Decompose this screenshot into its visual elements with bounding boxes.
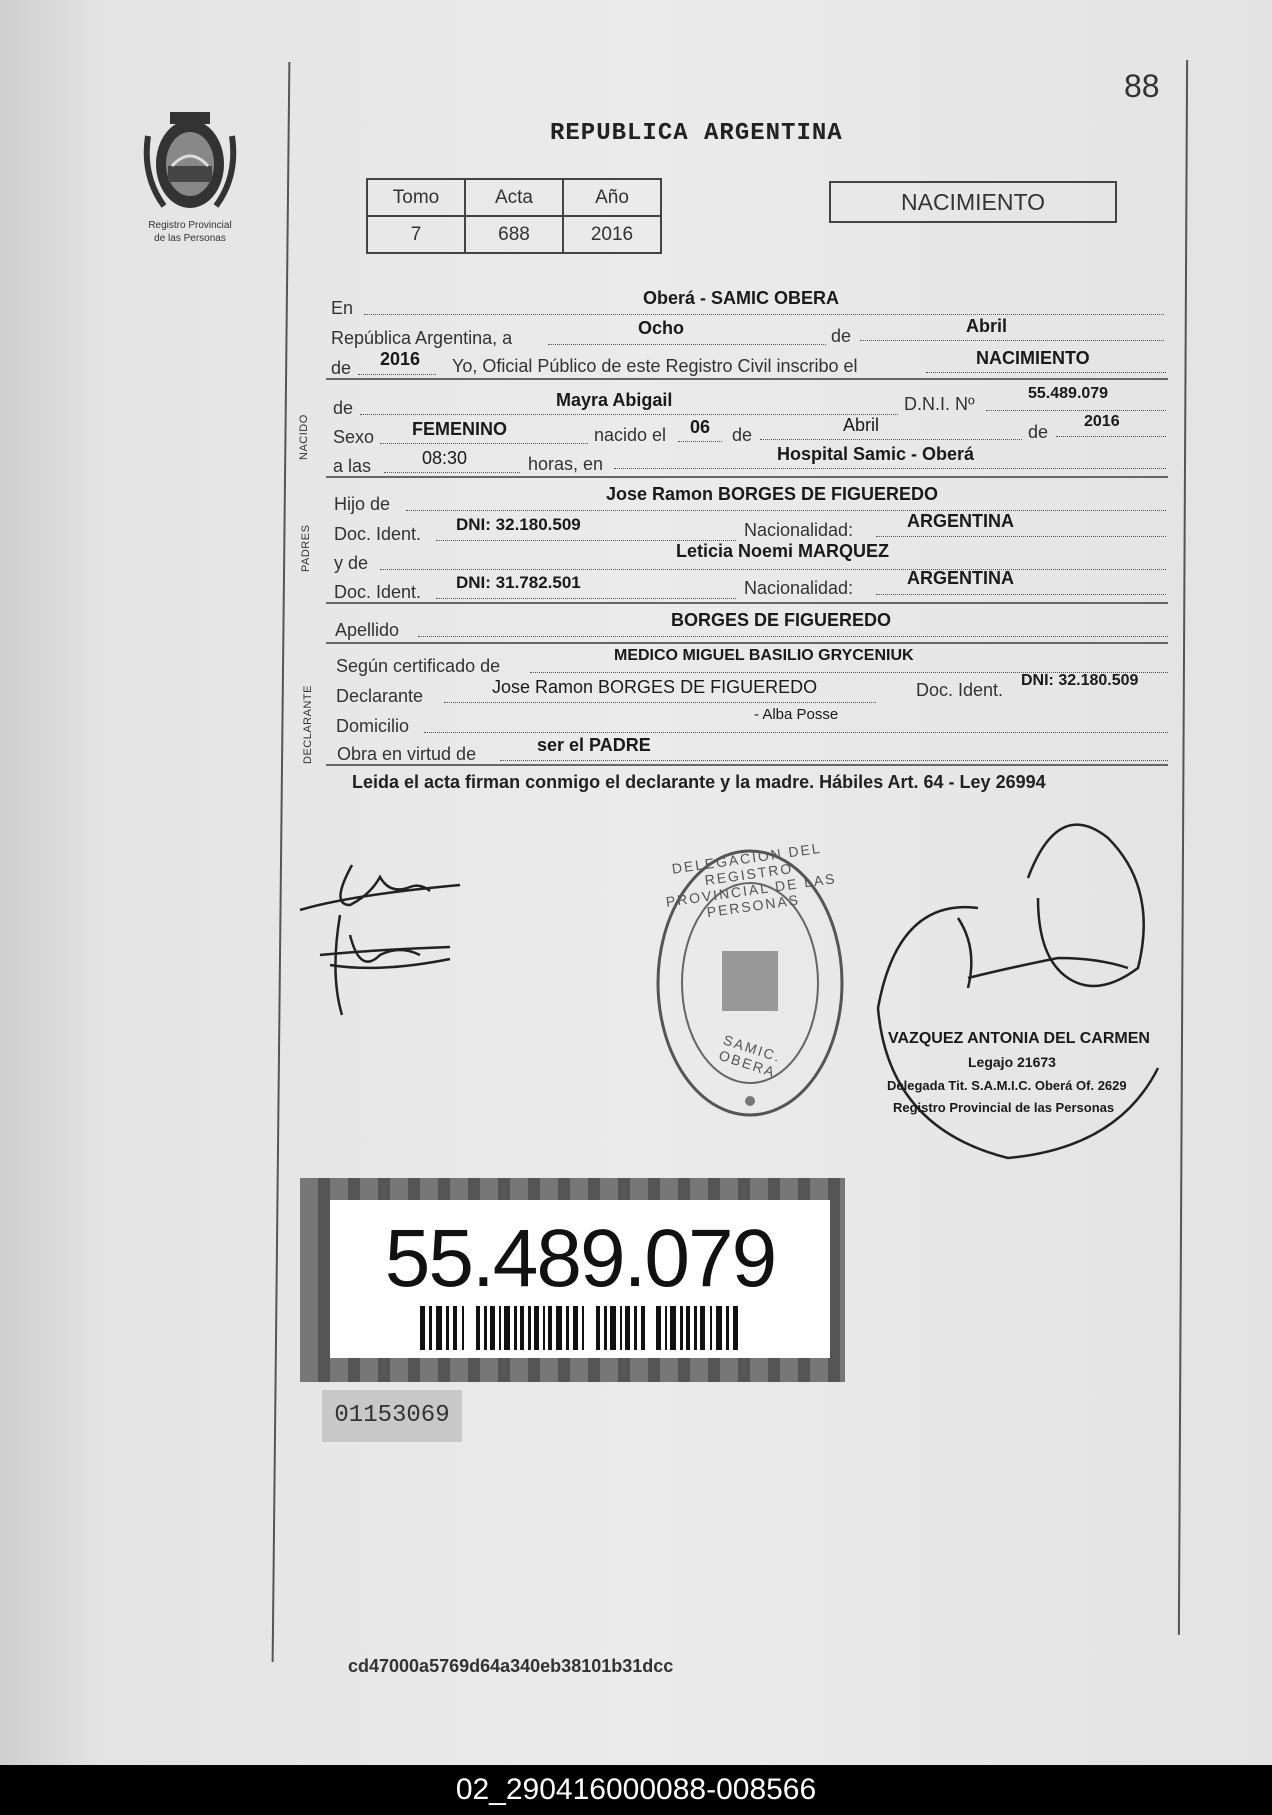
seal-ring-text: DELEGACION DEL REGISTRO PROVINCIAL DE LAS PERSONAS bbox=[664, 839, 838, 921]
coat-of-arms-icon bbox=[140, 106, 240, 218]
nacido-mes: Abril bbox=[843, 415, 880, 435]
dotted-line bbox=[418, 636, 1168, 637]
dotted-line bbox=[926, 372, 1166, 373]
de-label: de bbox=[831, 326, 852, 346]
official-registro: Registro Provincial de las Personas bbox=[893, 1100, 1115, 1115]
dotted-line bbox=[424, 732, 1168, 733]
yde-label: y de bbox=[334, 553, 369, 573]
left-margin-line bbox=[272, 62, 291, 1662]
footer-id: 02_290416000088-008566 bbox=[0, 1765, 1272, 1815]
declarante-label: Declarante bbox=[336, 686, 424, 706]
logo-caption-line1: Registro Provincial bbox=[148, 220, 232, 231]
dotted-line bbox=[876, 594, 1166, 595]
dotted-line bbox=[986, 410, 1166, 411]
horas-label: horas, en bbox=[528, 454, 604, 474]
header-tomo: Tomo bbox=[367, 179, 465, 216]
official-cargo: Delegada Tit. S.A.M.I.C. Oberá Of. 2629 bbox=[887, 1078, 1127, 1093]
page-number: 88 bbox=[1124, 68, 1160, 104]
header-anio: Año bbox=[563, 179, 661, 216]
alas-label: a las bbox=[333, 456, 372, 476]
value-tomo: 7 bbox=[367, 216, 465, 253]
dotted-line bbox=[406, 510, 1166, 511]
dotted-line bbox=[358, 374, 436, 375]
dotted-line bbox=[384, 472, 520, 473]
oficial-text: Yo, Oficial Público de este Registro Civil inscribo el bbox=[452, 356, 858, 376]
apellido-value: BORGES DE FIGUEREDO bbox=[671, 610, 892, 630]
place-value: Oberá - SAMIC OBERA bbox=[643, 288, 840, 308]
dotted-line bbox=[436, 598, 736, 599]
dni-label: D.N.I. Nº bbox=[904, 394, 975, 414]
nacido-dia: 06 bbox=[690, 417, 711, 437]
domicilio-value: - Alba Posse bbox=[754, 706, 839, 723]
document-hash: cd47000a5769d64a340eb38101b31dcc bbox=[348, 1656, 674, 1676]
nac1-value: ARGENTINA bbox=[907, 511, 1014, 531]
cert-value: MEDICO MIGUEL BASILIO GRYCENIUK bbox=[614, 647, 914, 664]
year-value: 2016 bbox=[380, 349, 421, 369]
sexo-label: Sexo bbox=[333, 427, 375, 447]
nombre-value: Mayra Abigail bbox=[556, 390, 673, 410]
seal-inner-text: SAMIC. OBERA bbox=[716, 1031, 784, 1081]
nacido-anio: 2016 bbox=[1084, 413, 1120, 430]
doc2-label: Doc. Ident. bbox=[334, 582, 422, 602]
sexo-value: FEMENINO bbox=[412, 419, 508, 439]
republica-label: República Argentina, a bbox=[331, 328, 513, 348]
padre-value: Jose Ramon BORGES DE FIGUEREDO bbox=[606, 484, 939, 504]
barcode-icon bbox=[420, 1306, 750, 1350]
legal-note: Leida el acta firman conmigo el declarante y la madre. Hábiles Art. 64 - Ley 26994 bbox=[352, 772, 1046, 792]
barcode-number: 55.489.079 bbox=[384, 1213, 776, 1304]
doc1-label: Doc. Ident. bbox=[334, 524, 422, 544]
value-anio: 2016 bbox=[563, 216, 661, 253]
cert-label: Según certificado de bbox=[336, 656, 501, 676]
dotted-line bbox=[860, 340, 1164, 341]
obra-value: ser el PADRE bbox=[537, 735, 651, 755]
side-label-declarante: DECLARANTE bbox=[302, 685, 314, 764]
nac2-value: ARGENTINA bbox=[907, 568, 1014, 588]
doc2-value: DNI: 31.782.501 bbox=[456, 573, 581, 592]
document-title: REPUBLICA ARGENTINA bbox=[550, 120, 843, 147]
dotted-line bbox=[500, 760, 1168, 761]
section-rule bbox=[326, 378, 1168, 380]
madre-value: Leticia Noemi MARQUEZ bbox=[676, 541, 890, 561]
signature-declarante bbox=[290, 855, 470, 1025]
de-label-2: de bbox=[331, 358, 352, 378]
nac1-label: Nacionalidad: bbox=[744, 520, 854, 540]
dotted-line bbox=[380, 443, 588, 444]
dotted-line bbox=[360, 414, 898, 415]
month-value: Abril bbox=[966, 316, 1008, 336]
dotted-line bbox=[548, 344, 826, 345]
doc1-value: DNI: 32.180.509 bbox=[456, 515, 581, 534]
dotted-line bbox=[444, 702, 876, 703]
domicilio-label: Domicilio bbox=[336, 716, 410, 736]
dotted-line bbox=[614, 468, 1166, 469]
inscribo-value: NACIMIENTO bbox=[976, 348, 1090, 368]
section-rule bbox=[326, 476, 1168, 478]
dotted-line bbox=[380, 569, 1166, 570]
declarante-value: Jose Ramon BORGES DE FIGUEREDO bbox=[492, 677, 818, 697]
apellido-label: Apellido bbox=[335, 620, 400, 640]
nac2-label: Nacionalidad: bbox=[744, 578, 854, 598]
dotted-line bbox=[1056, 436, 1166, 437]
nacido-de-label: de bbox=[732, 425, 753, 445]
dotted-line bbox=[678, 441, 722, 442]
section-rule bbox=[326, 642, 1168, 644]
registry-logo bbox=[128, 106, 252, 244]
header-acta: Acta bbox=[465, 179, 563, 216]
hora-value: 08:30 bbox=[422, 448, 468, 468]
record-type-box: NACIMIENTO bbox=[829, 181, 1117, 223]
official-name: VAZQUEZ ANTONIA DEL CARMEN bbox=[888, 1030, 1150, 1047]
logo-caption-line2: de las Personas bbox=[154, 233, 226, 244]
dotted-line bbox=[760, 439, 1022, 440]
barcode-sticker bbox=[300, 1178, 845, 1382]
registry-table bbox=[366, 178, 662, 254]
right-margin-line bbox=[1178, 60, 1188, 1635]
nombre-label: de bbox=[333, 398, 354, 418]
section-rule bbox=[326, 602, 1168, 604]
nacido-de2-label: de bbox=[1028, 422, 1049, 442]
serial-number: 01153069 bbox=[322, 1390, 462, 1442]
hijo-label: Hijo de bbox=[334, 494, 391, 514]
day-value: Ocho bbox=[638, 318, 685, 338]
section-rule bbox=[326, 764, 1168, 766]
obra-label: Obra en virtud de bbox=[337, 744, 477, 764]
dotted-line bbox=[876, 536, 1166, 537]
doc3-value: DNI: 32.180.509 bbox=[1021, 672, 1139, 689]
value-acta: 688 bbox=[465, 216, 563, 253]
en-label: En bbox=[331, 298, 354, 318]
doc3-label: Doc. Ident. bbox=[916, 680, 1004, 700]
dotted-line bbox=[364, 314, 1164, 315]
lugar-value: Hospital Samic - Oberá bbox=[777, 444, 975, 464]
nacido-label: nacido el bbox=[594, 425, 667, 445]
official-legajo: Legajo 21673 bbox=[968, 1054, 1056, 1070]
side-label-padres: PADRES bbox=[300, 524, 312, 572]
side-label-nacido: NACIDO bbox=[298, 414, 310, 460]
dni-value: 55.489.079 bbox=[1028, 385, 1109, 402]
barcode-label bbox=[330, 1200, 830, 1358]
